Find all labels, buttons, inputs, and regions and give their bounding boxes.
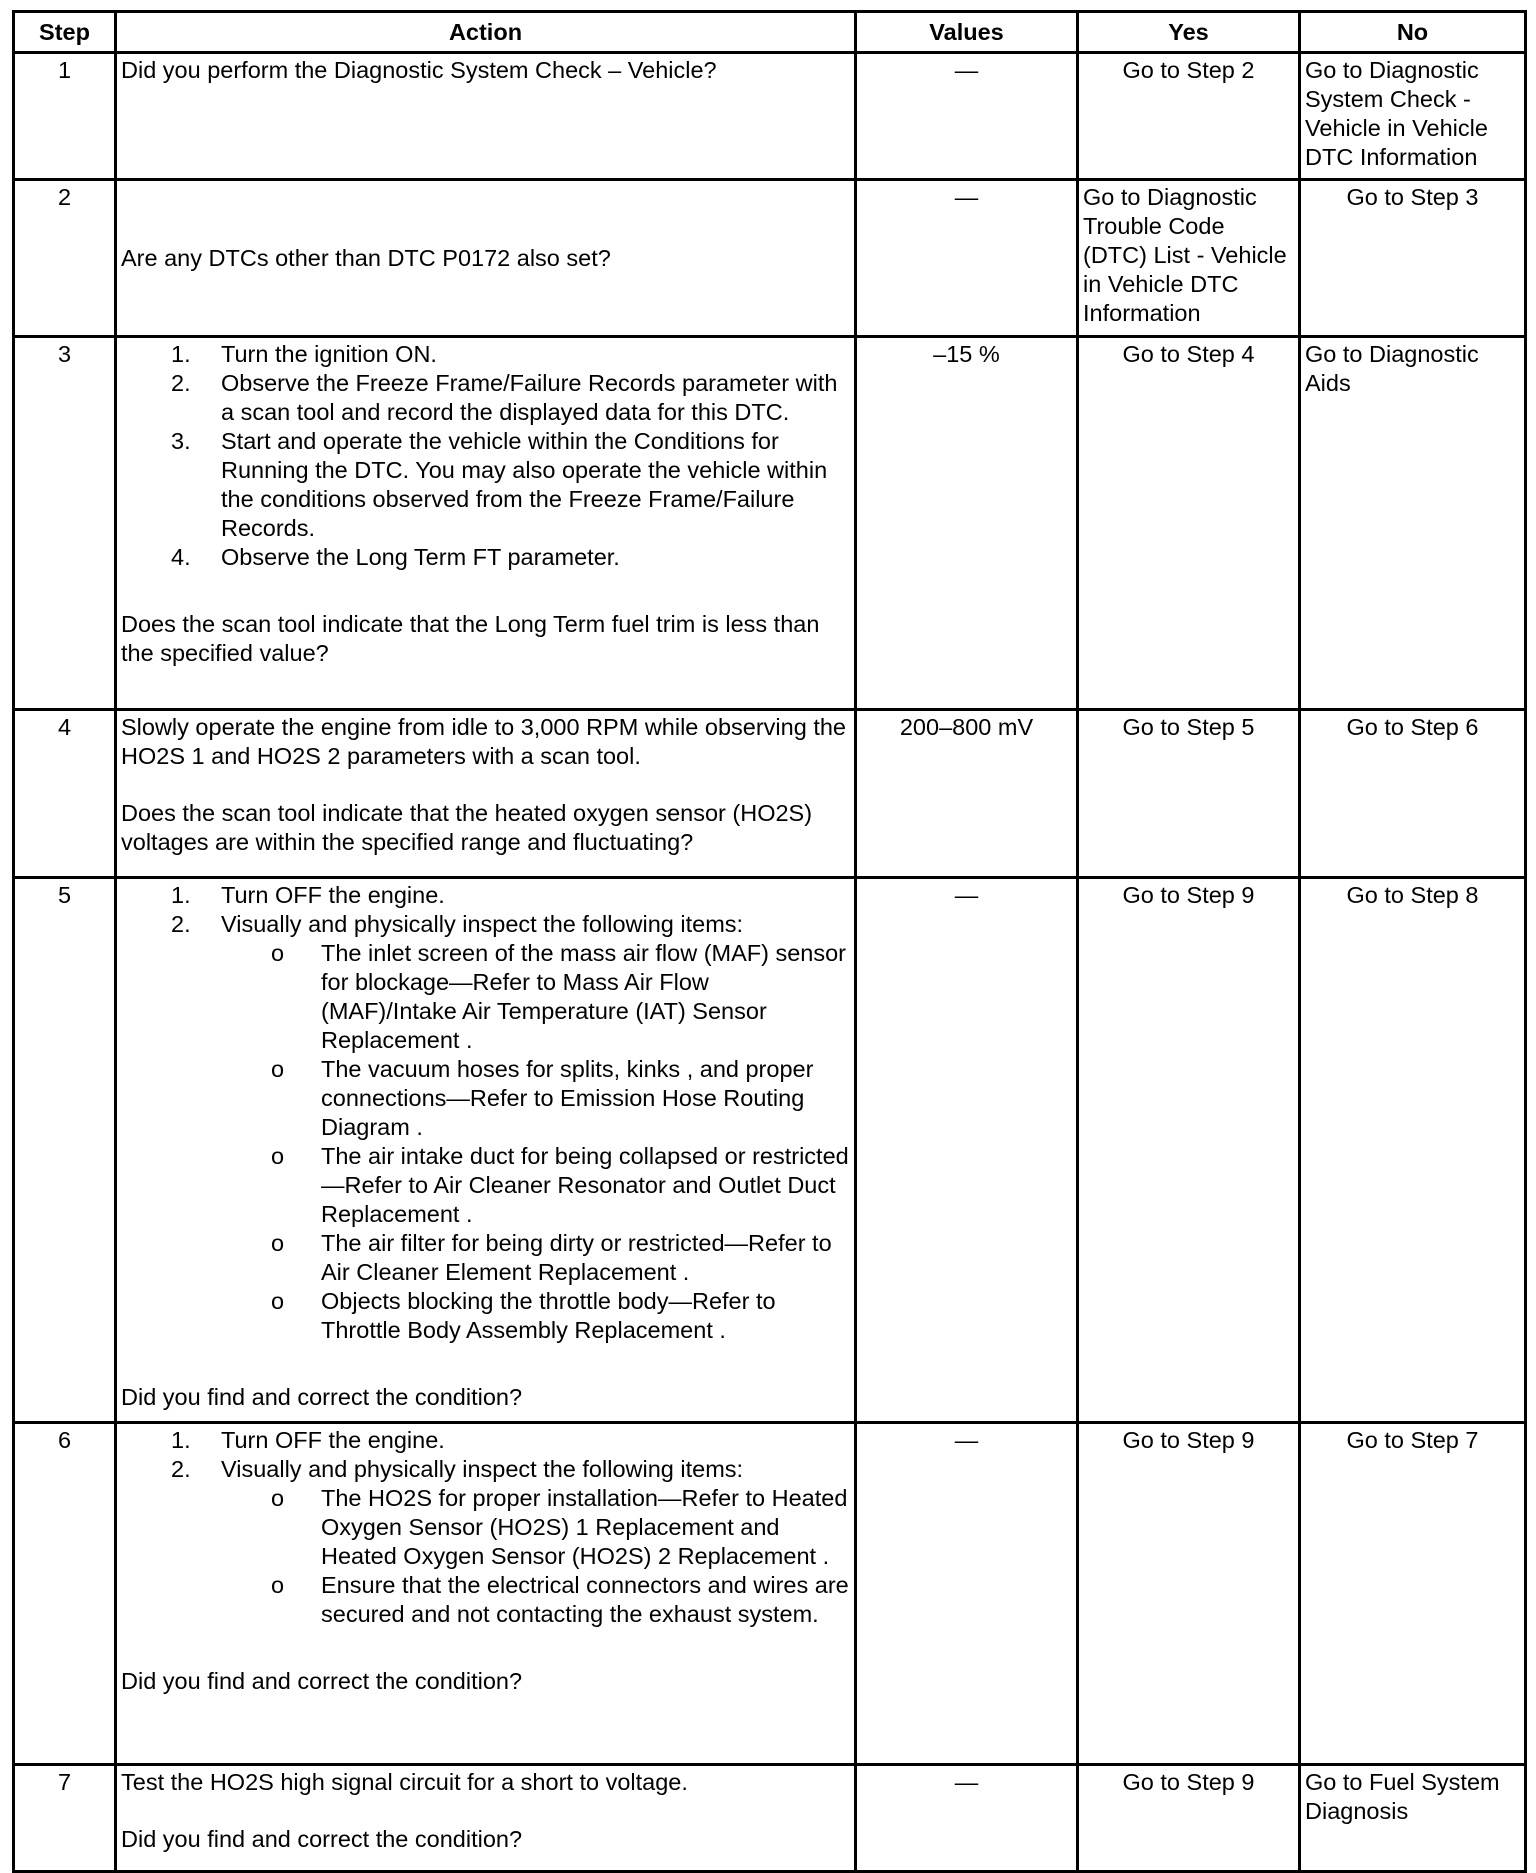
step-list: [121, 881, 850, 1345]
diagnostic-table: [12, 10, 1527, 1873]
sub-list: [221, 1484, 850, 1629]
list-item: 4. Observe the Long Term FT parameter.: [171, 544, 620, 570]
step-number: 1: [14, 53, 116, 180]
step-number: 4: [14, 710, 116, 878]
list-item: 2. Observe the Freeze Frame/Failure Records parameter with a scan tool and record the displayed data for this DTC.: [171, 370, 838, 425]
step-number: 6: [14, 1423, 116, 1765]
action-cell: [116, 878, 856, 1423]
list-item-text: Turn OFF the engine.: [221, 882, 445, 908]
yes-cell: Go to Diagnostic Trouble Code (DTC) List - Vehicle in Vehicle DTC Information: [1078, 180, 1300, 337]
yes-cell: Go to Step 2: [1078, 53, 1300, 180]
step-number: 5: [14, 878, 116, 1423]
header-row: [14, 12, 1526, 53]
header-yes: Yes: [1078, 12, 1300, 53]
table-row: [14, 1765, 1526, 1872]
action-cell: [116, 180, 856, 337]
action-cell: [116, 53, 856, 180]
action-cell: [116, 1423, 856, 1765]
sub-list: [221, 939, 850, 1345]
list-item: 1. Turn OFF the engine.: [171, 882, 445, 908]
action-question: Are any DTCs other than DTC P0172 also set?: [121, 244, 611, 271]
list-item: 2. Visually and physically inspect the following items: o The HO2S for proper installation—Refer to Heated Oxygen Sensor (HO2S) 1 Replacement and Heated Oxygen Sensor (HO2S) 2 Replacement . o Ensure that the electrical connectors and wires are secured and not contacting the exhaust system.: [121, 1455, 850, 1629]
sub-list-item: o The inlet screen of the mass air flow (MAF) sensor for blockage—Refer to Mass Air Flow (MAF)/Intake Air Temperature (IAT) Sensor Replacement .: [271, 940, 847, 1053]
value-cell: —: [856, 1765, 1078, 1872]
no-cell: Go to Step 7: [1300, 1423, 1526, 1765]
sub-item-text: Objects blocking the throttle body—Refer to Throttle Body Assembly Replacement .: [321, 1288, 776, 1343]
table-row: [14, 180, 1526, 337]
sub-list-item: o The air filter for being dirty or restricted—Refer to Air Cleaner Element Replacement .: [271, 1230, 832, 1285]
value-cell: —: [856, 878, 1078, 1423]
list-item-text: Observe the Long Term FT parameter.: [221, 544, 620, 570]
value-cell: 200–800 mV: [856, 710, 1078, 878]
table-row: [14, 337, 1526, 710]
list-item-text: Visually and physically inspect the following items:: [221, 911, 744, 937]
list-item-text: Observe the Freeze Frame/Failure Records parameter with a scan tool and record the displayed data for this DTC.: [221, 370, 838, 425]
list-item-text: Turn OFF the engine.: [221, 1427, 445, 1453]
header-step: Step: [14, 12, 116, 53]
action-cell: [116, 337, 856, 710]
table-row: [14, 53, 1526, 180]
yes-cell: Go to Step 9: [1078, 878, 1300, 1423]
yes-cell: Go to Step 4: [1078, 337, 1300, 710]
yes-cell: Go to Step 9: [1078, 1765, 1300, 1872]
action-intro: Slowly operate the engine from idle to 3,000 RPM while observing the HO2S 1 and HO2S 2 parameters with a scan tool.: [121, 714, 846, 769]
action-question: Did you perform the Diagnostic System Check – Vehicle?: [121, 57, 717, 83]
value-cell: –15 %: [856, 337, 1078, 710]
sub-item-text: The HO2S for proper installation—Refer to Heated Oxygen Sensor (HO2S) 1 Replacement and Heated Oxygen Sensor (HO2S) 2 Replacement .: [321, 1485, 848, 1569]
action-question: Does the scan tool indicate that the Long Term fuel trim is less than the specified value?: [121, 611, 820, 666]
header-no: No: [1300, 12, 1526, 53]
sub-item-text: The air intake duct for being collapsed or restricted—Refer to Air Cleaner Resonator and Outlet Duct Replacement .: [321, 1143, 849, 1227]
action-question: Does the scan tool indicate that the heated oxygen sensor (HO2S) voltages are within the specified range and fluctuating?: [121, 800, 813, 855]
table-row: [14, 1423, 1526, 1765]
value-cell: —: [856, 180, 1078, 337]
action-cell: [116, 710, 856, 878]
step-number: 7: [14, 1765, 116, 1872]
list-item: 3. Start and operate the vehicle within the Conditions for Running the DTC. You may also operate the vehicle within the conditions observed from the Freeze Frame/Failure Records.: [171, 428, 828, 541]
sub-item-text: Ensure that the electrical connectors and wires are secured and not contacting the exhaust system.: [321, 1572, 849, 1627]
yes-cell: Go to Step 9: [1078, 1423, 1300, 1765]
header-action: Action: [116, 12, 856, 53]
no-cell: Go to Diagnostic Aids: [1300, 337, 1526, 710]
action-cell: [116, 1765, 856, 1872]
sub-item-text: The inlet screen of the mass air flow (MAF) sensor for blockage—Refer to Mass Air Flow (MAF)/Intake Air Temperature (IAT) Sensor Replacement .: [321, 940, 847, 1053]
sub-list-item: o The vacuum hoses for splits, kinks , and proper connections—Refer to Emission Hose Routing Diagram .: [271, 1056, 814, 1140]
sub-list-item: o The HO2S for proper installation—Refer to Heated Oxygen Sensor (HO2S) 1 Replacement and Heated Oxygen Sensor (HO2S) 2 Replacement .: [271, 1485, 848, 1569]
step-number: 3: [14, 337, 116, 710]
list-item: 1. Turn the ignition ON.: [171, 341, 437, 367]
action-question: Did you find and correct the condition?: [121, 1826, 523, 1852]
value-cell: —: [856, 1423, 1078, 1765]
yes-cell: Go to Step 5: [1078, 710, 1300, 878]
action-question: Did you find and correct the condition?: [121, 1384, 523, 1410]
sub-list-item: o The air intake duct for being collapsed or restricted—Refer to Air Cleaner Resonator and Outlet Duct Replacement .: [271, 1143, 849, 1227]
sub-item-text: The air filter for being dirty or restricted—Refer to Air Cleaner Element Replacement .: [321, 1230, 832, 1285]
sub-item-text: The vacuum hoses for splits, kinks , and proper connections—Refer to Emission Hose Routing Diagram .: [321, 1056, 814, 1140]
list-item-text: Visually and physically inspect the following items:: [221, 1456, 744, 1482]
value-cell: —: [856, 53, 1078, 180]
table-row: [14, 878, 1526, 1423]
header-values: Values: [856, 12, 1078, 53]
no-cell: Go to Step 3: [1300, 180, 1526, 337]
sub-list-item: o Objects blocking the throttle body—Refer to Throttle Body Assembly Replacement .: [271, 1288, 776, 1343]
step-list: [121, 1426, 850, 1629]
table-row: [14, 710, 1526, 878]
list-item-text: Start and operate the vehicle within the Conditions for Running the DTC. You may also operate the vehicle within the conditions observed from the Freeze Frame/Failure Records.: [221, 428, 828, 541]
no-cell: Go to Step 8: [1300, 878, 1526, 1423]
action-question: Did you find and correct the condition?: [121, 1668, 523, 1694]
sub-list-item: o Ensure that the electrical connectors and wires are secured and not contacting the exhaust system.: [271, 1572, 849, 1627]
list-item: 1. Turn OFF the engine.: [171, 1427, 445, 1453]
no-cell: Go to Fuel System Diagnosis: [1300, 1765, 1526, 1872]
list-item: 2. Visually and physically inspect the following items: o The inlet screen of the mass air flow (MAF) sensor for blockage—Refer to Mass Air Flow (MAF)/Intake Air Temperature (IAT) Sensor Replacement . o The vacuum hoses for splits, kinks , and proper connections—Refer to Emission Hose Routing Diagram . o The air intake duct for being collapsed or restricted—Refer to Air Cleaner Resonator and Outlet Duct Replacement . o The air filter for being dirty or restricted—Refer to Air Cleaner Element Replacement . o Objects blocking the throttle body—Refer to Throttle Body Assembly Replacement .: [121, 910, 850, 1345]
step-number: 2: [14, 180, 116, 337]
no-cell: Go to Diagnostic System Check - Vehicle in Vehicle DTC Information: [1300, 53, 1526, 180]
list-item-text: Turn the ignition ON.: [221, 341, 437, 367]
no-cell: Go to Step 6: [1300, 710, 1526, 878]
action-intro: Test the HO2S high signal circuit for a short to voltage.: [121, 1769, 688, 1795]
step-list: [121, 340, 850, 572]
